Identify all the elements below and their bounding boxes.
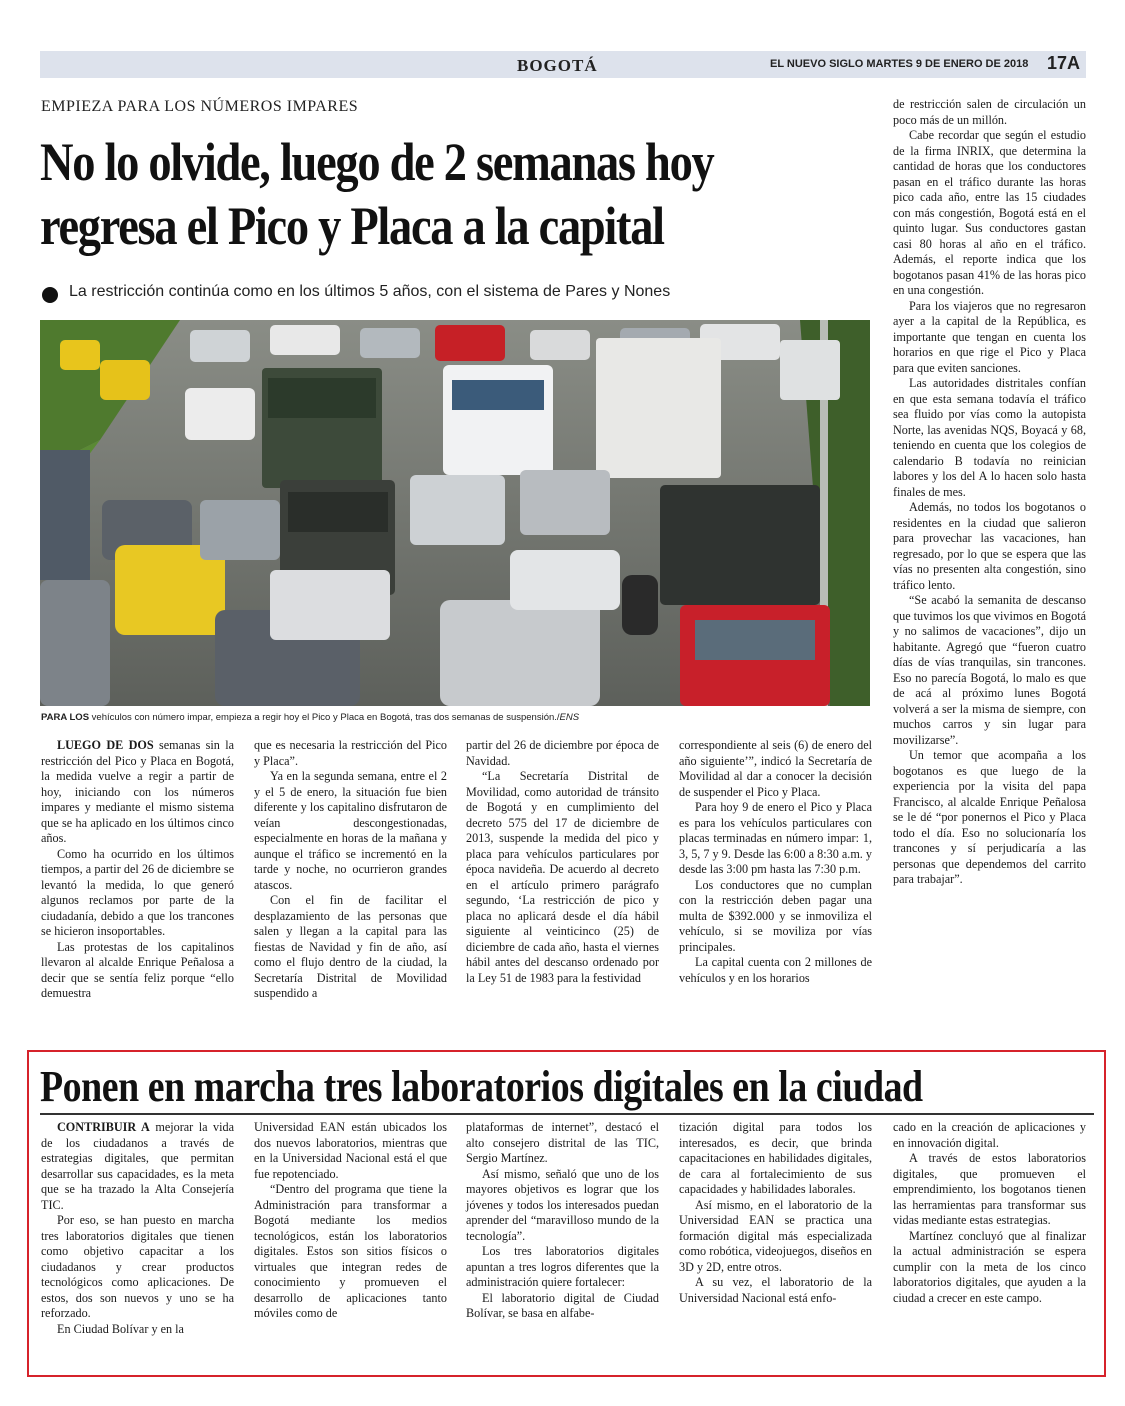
paragraph: Universidad EAN están ubicados los dos nuevos laboratorios, mientras que en la Universidad Nacional está el que fue repotenciado. xyxy=(254,1120,447,1181)
lead-in: LUEGO DE DOS xyxy=(57,738,154,752)
paragraph: Martínez concluyó que al finalizar la actual administración se espera cumplir con la meta de los cinco laboratorios digitales, que ayuden a la ciudad a crecer en este campo. xyxy=(893,1228,1086,1305)
paragraph: cado en la creación de aplicaciones y en innovación digital. xyxy=(893,1120,1086,1150)
article1-col-5 xyxy=(893,97,1086,888)
paragraph: Los tres laboratorios digitales apuntan a tres logros diferentes que la administración quiere fortalecer: xyxy=(466,1244,659,1289)
bullet-icon xyxy=(42,287,58,303)
paragraph: semanas sin la restricción del Pico y Placa en Bogotá, la medida vuelve a regir a partir de hoy, iniciando con los números impares y mediante el mismo sistema que se ha aplicado en los últimos cinco años. xyxy=(41,738,234,845)
paragraph: plataformas de internet”, destacó el alto consejero distrital de las TIC, Sergio Martínez. xyxy=(466,1120,659,1165)
paragraph: de restricción salen de circulación un poco más de un millón. xyxy=(893,97,1086,127)
article2-col-5 xyxy=(893,1120,1086,1306)
paragraph: Un temor que acompaña a los bogotanos es que luego de la experiencia por la visita del papa Francisco, al alcalde Enrique Peñalosa se le dé “por ponernos el Pico y Placa todo el día. Eso no solucionaría los trancones y sí perjudicaría a las personas que dependemos del carrito para trabajar”. xyxy=(893,748,1086,886)
traffic-photo xyxy=(40,320,870,706)
paragraph: Los conductores que no cumplan con la restricción deben pagar una multa de $392.000 y se inmoviliza el vehículo, si se moviliza por vías principales. xyxy=(679,877,872,954)
paragraph: Así mismo, en el laboratorio de la Universidad EAN se practica una formación digital más especializada como robótica, videojuegos, diseños en 3D y 2D, entre otros. xyxy=(679,1197,872,1274)
article2-col-2 xyxy=(254,1120,447,1322)
paragraph: partir del 26 de diciembre por época de Navidad. xyxy=(466,738,659,768)
section-name: BOGOTÁ xyxy=(517,56,598,75)
caption-text: vehículos con número impar, empieza a regir hoy el Pico y Placa en Bogotá, tras dos semanas de suspensión./ xyxy=(89,712,560,723)
article1-col-4 xyxy=(679,738,872,986)
paragraph: mejorar la vida de los ciudadanos a través de estrategias digitales, que permitan desarrollar sus capacidades, es la meta que se ha trazado la Alta Consejería TIC. xyxy=(41,1120,234,1212)
paragraph: Con el fin de facilitar el desplazamiento de las personas que salen y llegan a la capital para las fiestas de Navidad y fin de año, así como el flujo dentro de la ciudad, la Secretaría Distrital de Movilidad suspendido a xyxy=(254,893,447,1000)
paragraph: Para los viajeros que no regresaron ayer a la capital de la República, es importante que tengan en cuenta los horarios en que rige el Pico y Placa para que eviten sanciones. xyxy=(893,298,1086,375)
photo-caption xyxy=(41,712,579,723)
article1-col-1 xyxy=(41,738,234,1002)
paragraph: tización digital para todos los interesados, es decir, que brinda capacitaciones en habilidades digitales, de cara al fortalecimiento de sus capacidades y habilidades laborales. xyxy=(679,1120,872,1196)
headline-line-2: regresa el Pico y Placa a la capital xyxy=(40,196,664,256)
paragraph: A través de estos laboratorios digitales, que promueven el emprendimiento, los bogotanos tienen las herramientas para transformar sus vidas mediante estas estrategias. xyxy=(893,1151,1086,1227)
article-subhead: La restricción continúa como en los últimos 5 años, con el sistema de Pares y Nones xyxy=(69,283,671,300)
paragraph: Ya en la segunda semana, entre el 2 y el 5 de enero, la situación fue bien diferente y los capitalino disfrutaron de veían descongestionadas, especialmente en horas de la mañana y aunque el tráfico se incrementó en la tarde y noche, no ocurrieron grandes atascos. xyxy=(254,769,447,892)
article2-headline: Ponen en marcha tres laboratorios digitales en la ciudad xyxy=(40,1062,923,1111)
paragraph: “Dentro del programa que tiene la Administración para transformar a Bogotá mediante los medios tecnológicos, están los laboratorios digitales. Estos son sitios físicos o virtuales que integran redes de conocimiento y promueven el desarrollo de aplicaciones tanto móviles como de xyxy=(254,1182,447,1320)
lead-in: CONTRIBUIR A xyxy=(57,1120,150,1134)
paragraph: Por eso, se han puesto en marcha tres laboratorios digitales que tienen como objetivo capacitar a los ciudadanos y crear productos tecnológicos como aplicaciones. De estos, dos son nuevos y uno se ha reforzado. xyxy=(41,1213,234,1320)
headline-rule xyxy=(40,1113,1094,1115)
paragraph: correspondiente al seis (6) de enero del año siguiente’”, indicó la Secretaría de Movilidad al dar a conocer la decisión de suspender el Pico y Placa. xyxy=(679,738,872,799)
paragraph: “Se acabó la semanita de descanso que tuvimos los que vivimos en Bogotá y no salimos de vacaciones”, dijo un habitante. Agregó que “fueron cuatro días de vías tranquilas, sin trancones. Eso no parecía Bogotá, lo malo es que de acá al próximo lunes Bogotá volverá a ser la misma de siempre, con muchos carros y sin lugar para movilizarse”. xyxy=(893,593,1086,747)
paragraph: El laboratorio digital de Ciudad Bolívar, se basa en alfabe- xyxy=(466,1290,659,1320)
article2-col-3 xyxy=(466,1120,659,1322)
paragraph: Como ha ocurrido en los últimos tiempos, a partir del 26 de diciembre se levantó la medida, lo que generó algunos reclamos por parte de la ciudadanía, debido a que los trancones se hicieron insoportables. xyxy=(41,846,234,938)
paragraph: que es necesaria la restricción del Pico y Placa”. xyxy=(254,738,447,768)
paragraph: Para hoy 9 de enero el Pico y Placa es para los vehículos particulares con placas terminadas en número impar: 1, 3, 5, 7 y 9. Desde las 6:00 a 8:30 a.m. y desde las 3:00 pm hasta las 7:30 p.m. xyxy=(679,800,872,876)
headline-line-1: No lo olvide, luego de 2 semanas hoy xyxy=(40,132,714,192)
article1-col-2 xyxy=(254,738,447,1002)
paragraph: Además, no todos los bogotanos o residentes en la ciudad que salieron para provechar las vacaciones, han regresado, por lo que se espera que las vías no presenten alta congestión, sino tráfico lento. xyxy=(893,500,1086,592)
paragraph: Así mismo, señaló que uno de los mayores objetivos es lograr que los jóvenes y todos los interesados puedan aprender del “maravilloso mundo de la tecnología”. xyxy=(466,1166,659,1243)
caption-credit: ENS xyxy=(559,712,580,723)
article-headline xyxy=(40,130,754,258)
paragraph: La capital cuenta con 2 millones de vehículos y en los horarios xyxy=(679,955,872,985)
caption-lead: PARA LOS xyxy=(41,712,90,723)
paragraph: En Ciudad Bolívar y en la xyxy=(57,1321,184,1336)
paragraph: Las protestas de los capitalinos llevaron al alcalde Enrique Peñalosa a decir que se sentía feliz porque “ello demuestra xyxy=(41,939,234,1000)
header-date: EL NUEVO SIGLO MARTES 9 DE ENERO DE 2018 xyxy=(770,58,1029,70)
paragraph: “La Secretaría Distrital de Movilidad, como autoridad de tránsito de Bogotá y en cumplimiento del decreto 575 del 17 de diciembre de 2013, suspende la medida del pico y placa para vehículos particulares por época navideña. De acuerdo al decreto en el artículo primero parágrafo segundo, ‘La restricción de pico y placa no aplicará desde el día hábil siguiente al veinticinco (25) de diciembre de cada año, hasta el viernes hábil antes del descanso ordenado por la Ley 51 de 1983 para la festividad xyxy=(466,769,659,985)
page-number: 17A xyxy=(1047,53,1081,73)
paragraph: Cabe recordar que según el estudio de la firma INRIX, que determina la cantidad de horas que los conductores pasan en el tráfico durante las horas pico cada año, entre las 15 ciudades con más congestión, Bogotá está en el quinto lugar. Sus conductores gastan casi 80 horas al año en el tráfico. Además, el reporte indica que los bogotanos pasan 41% de las horas pico en una congestión. xyxy=(893,128,1086,297)
paragraph: A su vez, el laboratorio de la Universidad Nacional está enfo- xyxy=(679,1275,872,1305)
article2-col-1 xyxy=(41,1120,234,1337)
article-kicker: EMPIEZA PARA LOS NÚMEROS IMPARES xyxy=(41,98,359,115)
article2-col-4 xyxy=(679,1120,872,1306)
article1-col-3 xyxy=(466,738,659,986)
paragraph: Las autoridades distritales confían en que esta semana todavía el tráfico sea fluido por vías como la autopista Norte, las avenidas NQS, Boyacá y 68, teniendo en cuenta que los colegios de calendario B todavía no reinician labores y los del A lo hacen solo hasta finales de mes. xyxy=(893,376,1086,499)
